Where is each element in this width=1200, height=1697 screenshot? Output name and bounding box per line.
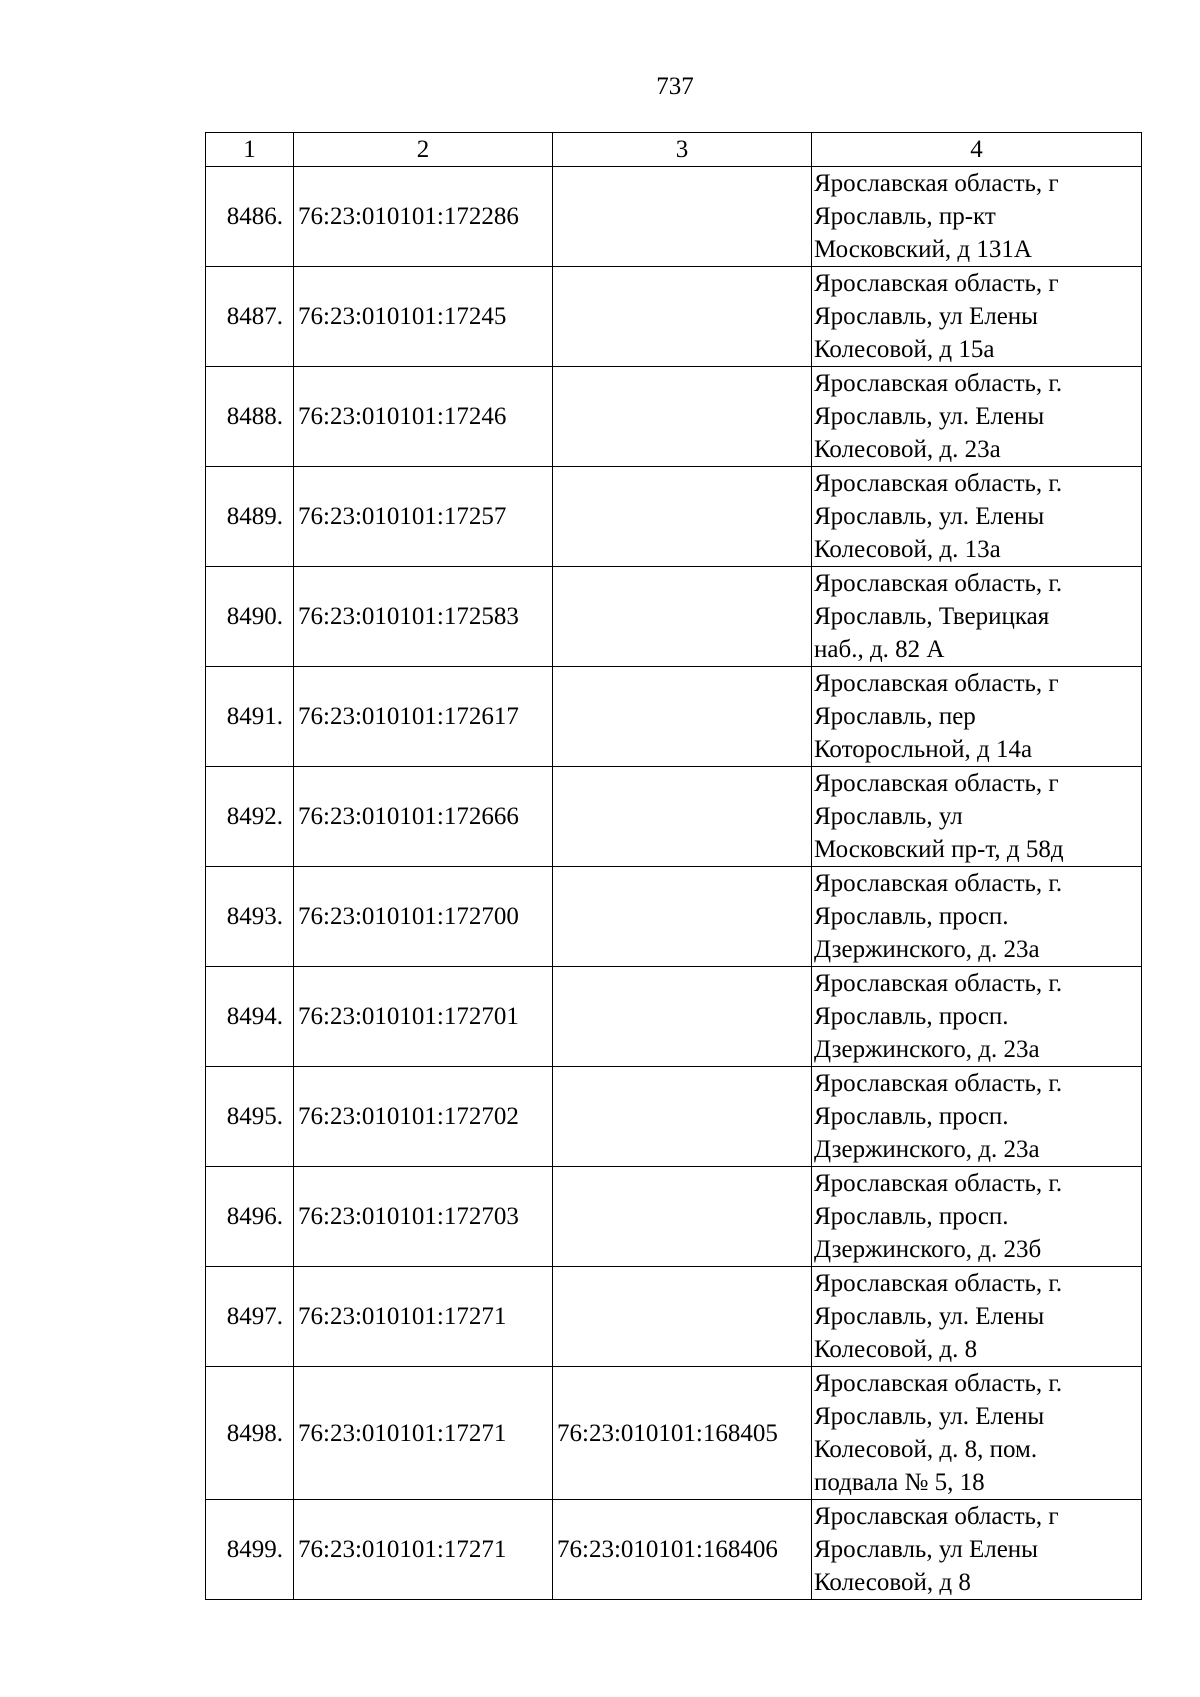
- cadastral-number: 76:23:010101:172703: [294, 1167, 553, 1267]
- table-row: [206, 1167, 1142, 1267]
- address-line: Ярославль, просп.: [814, 1103, 1009, 1130]
- related-cadastral-number: [553, 1267, 812, 1367]
- cadastral-number: 76:23:010101:17246: [294, 367, 553, 467]
- table-row: [206, 1067, 1142, 1167]
- address-line: Ярославль, просп.: [814, 1003, 1009, 1030]
- address-line: Ярославль, Тверицкая: [814, 603, 1050, 630]
- address-cell: [812, 267, 1142, 367]
- address-cell: [812, 167, 1142, 267]
- address-cell: [812, 667, 1142, 767]
- related-cadastral-number: [553, 867, 812, 967]
- address-line: Московский пр-т, д 58д: [814, 836, 1064, 863]
- header-col-2: 2: [294, 133, 553, 167]
- row-number: 8488.: [206, 367, 294, 467]
- address-line: Ярославская область, г.: [814, 870, 1063, 897]
- address-line: Которосльной, д 14а: [814, 736, 1033, 763]
- row-number: 8496.: [206, 1167, 294, 1267]
- table-row: [206, 167, 1142, 267]
- address-line: Ярославская область, г.: [814, 970, 1063, 997]
- cadastral-number: 76:23:010101:17257: [294, 467, 553, 567]
- row-number: 8499.: [206, 1500, 294, 1600]
- row-number: 8495.: [206, 1067, 294, 1167]
- row-number: 8490.: [206, 567, 294, 667]
- address-line: Ярославская область, г: [814, 770, 1059, 797]
- address-line: Ярославская область, г: [814, 670, 1059, 697]
- table-row: [206, 867, 1142, 967]
- cadastral-number: 76:23:010101:17271: [294, 1500, 553, 1600]
- cadastral-number: 76:23:010101:172666: [294, 767, 553, 867]
- address-line: Московский, д 131А: [814, 236, 1032, 263]
- table-row: [206, 1500, 1142, 1600]
- row-number: 8491.: [206, 667, 294, 767]
- address-line: Ярославская область, г.: [814, 1270, 1063, 1297]
- table-row: [206, 1267, 1142, 1367]
- address-line: Ярославская область, г: [814, 270, 1059, 297]
- address-line: Ярославская область, г: [814, 170, 1059, 197]
- cadastral-number: 76:23:010101:172583: [294, 567, 553, 667]
- row-number: 8494.: [206, 967, 294, 1067]
- cadastral-number: 76:23:010101:17245: [294, 267, 553, 367]
- cadastral-number: 76:23:010101:172701: [294, 967, 553, 1067]
- address-line: Ярославская область, г.: [814, 470, 1063, 497]
- table-row: [206, 667, 1142, 767]
- related-cadastral-number: [553, 167, 812, 267]
- address-line: Дзержинского, д. 23а: [814, 936, 1040, 963]
- related-cadastral-number: 76:23:010101:168406: [553, 1500, 812, 1600]
- address-line: Ярославская область, г.: [814, 1170, 1063, 1197]
- address-cell: [812, 1500, 1142, 1600]
- address-cell: [812, 367, 1142, 467]
- address-line: Ярославль, просп.: [814, 1203, 1009, 1230]
- related-cadastral-number: [553, 567, 812, 667]
- table-row: [206, 467, 1142, 567]
- address-cell: [812, 767, 1142, 867]
- related-cadastral-number: 76:23:010101:168405: [553, 1367, 812, 1500]
- address-line: Ярославская область, г: [814, 1503, 1059, 1530]
- address-cell: [812, 967, 1142, 1067]
- address-line: наб., д. 82 А: [814, 636, 945, 663]
- address-line: Дзержинского, д. 23б: [814, 1236, 1042, 1263]
- row-number: 8493.: [206, 867, 294, 967]
- header-col-4: 4: [812, 133, 1142, 167]
- table-row: [206, 367, 1142, 467]
- row-number: 8498.: [206, 1367, 294, 1500]
- cadastral-number: 76:23:010101:172700: [294, 867, 553, 967]
- row-number: 8489.: [206, 467, 294, 567]
- related-cadastral-number: [553, 667, 812, 767]
- table-header-row: [206, 133, 1142, 167]
- address-line: Ярославль, просп.: [814, 903, 1009, 930]
- address-cell: [812, 1267, 1142, 1367]
- address-line: Ярославская область, г.: [814, 570, 1063, 597]
- cadastral-number: 76:23:010101:17271: [294, 1267, 553, 1367]
- related-cadastral-number: [553, 267, 812, 367]
- address-line: Ярославль, пер: [814, 703, 976, 730]
- table-row: [206, 567, 1142, 667]
- row-number: 8487.: [206, 267, 294, 367]
- address-line: Ярославская область, г.: [814, 1070, 1063, 1097]
- address-cell: [812, 867, 1142, 967]
- table-row: [206, 267, 1142, 367]
- address-line: Колесовой, д. 8: [814, 1336, 978, 1363]
- page-number: 737: [656, 73, 694, 100]
- table-row: [206, 967, 1142, 1067]
- address-line: Колесовой, д. 13а: [814, 536, 1001, 563]
- address-cell: [812, 1167, 1142, 1267]
- cadastral-number: 76:23:010101:172286: [294, 167, 553, 267]
- registry-table: [205, 132, 1142, 1600]
- address-cell: [812, 1067, 1142, 1167]
- address-line: Ярославль, ул: [814, 803, 963, 830]
- cadastral-number: 76:23:010101:172702: [294, 1067, 553, 1167]
- related-cadastral-number: [553, 967, 812, 1067]
- address-line: Ярославль, ул. Елены: [814, 403, 1045, 430]
- table-row: [206, 767, 1142, 867]
- address-line: Ярославская область, г.: [814, 370, 1063, 397]
- address-cell: [812, 467, 1142, 567]
- address-line: подвала № 5, 18: [814, 1469, 985, 1496]
- row-number: 8492.: [206, 767, 294, 867]
- address-line: Дзержинского, д. 23а: [814, 1036, 1040, 1063]
- table-row: [206, 1367, 1142, 1500]
- address-line: Колесовой, д 8: [814, 1569, 971, 1596]
- address-line: Ярославль, ул. Елены: [814, 503, 1045, 530]
- row-number: 8486.: [206, 167, 294, 267]
- address-line: Дзержинского, д. 23а: [814, 1136, 1040, 1163]
- address-line: Ярославская область, г.: [814, 1370, 1063, 1397]
- address-line: Ярославль, ул. Елены: [814, 1403, 1045, 1430]
- header-col-1: 1: [206, 133, 294, 167]
- address-cell: [812, 567, 1142, 667]
- address-line: Колесовой, д. 8, пом.: [814, 1436, 1038, 1463]
- cadastral-number: 76:23:010101:17271: [294, 1367, 553, 1500]
- row-number: 8497.: [206, 1267, 294, 1367]
- address-line: Колесовой, д 15а: [814, 336, 995, 363]
- header-col-3: 3: [553, 133, 812, 167]
- related-cadastral-number: [553, 467, 812, 567]
- address-line: Ярославль, пр-кт: [814, 203, 996, 230]
- address-line: Колесовой, д. 23а: [814, 436, 1001, 463]
- address-line: Ярославль, ул Елены: [814, 303, 1038, 330]
- related-cadastral-number: [553, 367, 812, 467]
- address-cell: [812, 1367, 1142, 1500]
- related-cadastral-number: [553, 1067, 812, 1167]
- cadastral-number: 76:23:010101:172617: [294, 667, 553, 767]
- address-line: Ярославль, ул Елены: [814, 1536, 1038, 1563]
- address-line: Ярославль, ул. Елены: [814, 1303, 1045, 1330]
- related-cadastral-number: [553, 1167, 812, 1267]
- related-cadastral-number: [553, 767, 812, 867]
